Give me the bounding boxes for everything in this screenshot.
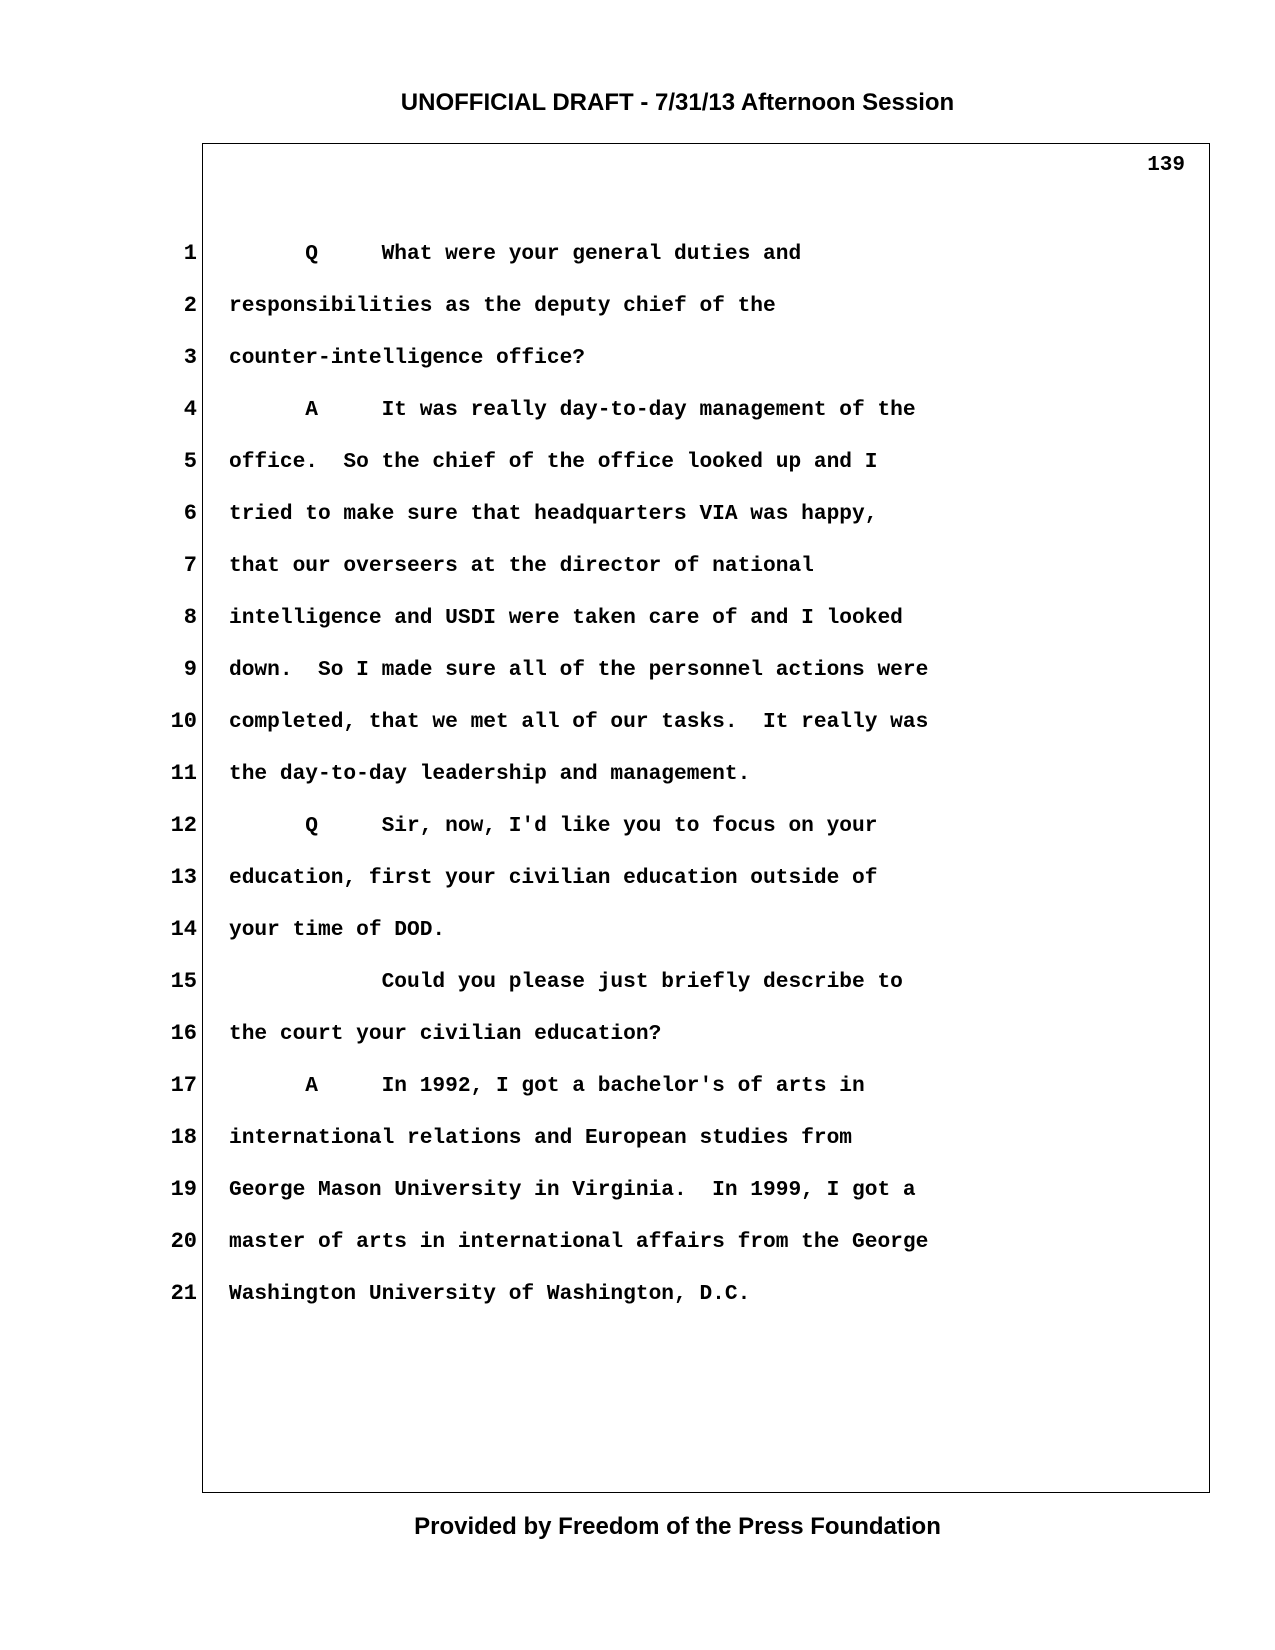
line-number: 21 [170,1281,197,1306]
transcript-line: the court your civilian education? [229,1022,662,1046]
transcript-line: Washington University of Washington, D.C. [229,1282,751,1306]
transcript-line: responsibilities as the deputy chief of the [229,294,776,318]
line-number: 14 [170,917,197,942]
transcript-line: tried to make sure that headquarters VIA was happy, [229,502,878,526]
line-number: 17 [170,1073,197,1098]
transcript-line: the day-to-day leadership and management. [229,762,751,786]
line-number: 7 [183,553,197,578]
transcript-line: down. So I made sure all of the personnel actions were [229,658,929,682]
line-number: 1 [183,241,197,266]
line-number: 15 [170,969,197,994]
line-number: 5 [183,449,197,474]
line-number: 6 [183,501,197,526]
transcript-line: office. So the chief of the office looked up and I [229,450,878,474]
line-number-column [140,240,197,1332]
line-number: 11 [170,761,197,786]
transcript-line: A It was really day-to-day management of the [229,398,916,422]
page-header-title: UNOFFICIAL DRAFT - 7/31/13 Afternoon Session [400,89,955,116]
line-number: 9 [183,657,197,682]
transcript-line: master of arts in international affairs from the George [229,1230,929,1254]
page-footer-credit: Provided by Freedom of the Press Foundation [414,1513,941,1540]
transcript-line: intelligence and USDI were taken care of and I looked [229,606,903,630]
line-number: 20 [170,1229,197,1254]
line-number: 12 [170,813,197,838]
line-number: 18 [170,1125,197,1150]
transcript-line: counter-intelligence office? [229,346,586,370]
line-number: 2 [183,293,197,318]
transcript-line: education, first your civilian education outside of [229,866,878,890]
transcript-line: your time of DOD. [229,918,446,942]
line-number: 13 [170,865,197,890]
transcript-line: Q What were your general duties and [229,242,802,266]
line-number: 19 [170,1177,197,1202]
line-number: 4 [183,397,197,422]
transcript-line: that our overseers at the director of national [229,554,814,578]
transcript-line: Could you please just briefly describe to [229,970,903,994]
transcript-body [229,240,1149,1332]
transcript-line: A In 1992, I got a bachelor's of arts in [229,1074,865,1098]
transcript-line: international relations and European studies from [229,1126,853,1150]
transcript-line: completed, that we met all of our tasks. It really was [229,710,929,734]
transcript-line: Q Sir, now, I'd like you to focus on your [229,814,878,838]
line-number: 3 [183,345,197,370]
transcript-line: George Mason University in Virginia. In 1999, I got a [229,1178,916,1202]
page-number: 139 [1147,154,1185,177]
line-number: 16 [170,1021,197,1046]
line-number: 8 [183,605,197,630]
line-number: 10 [170,709,197,734]
